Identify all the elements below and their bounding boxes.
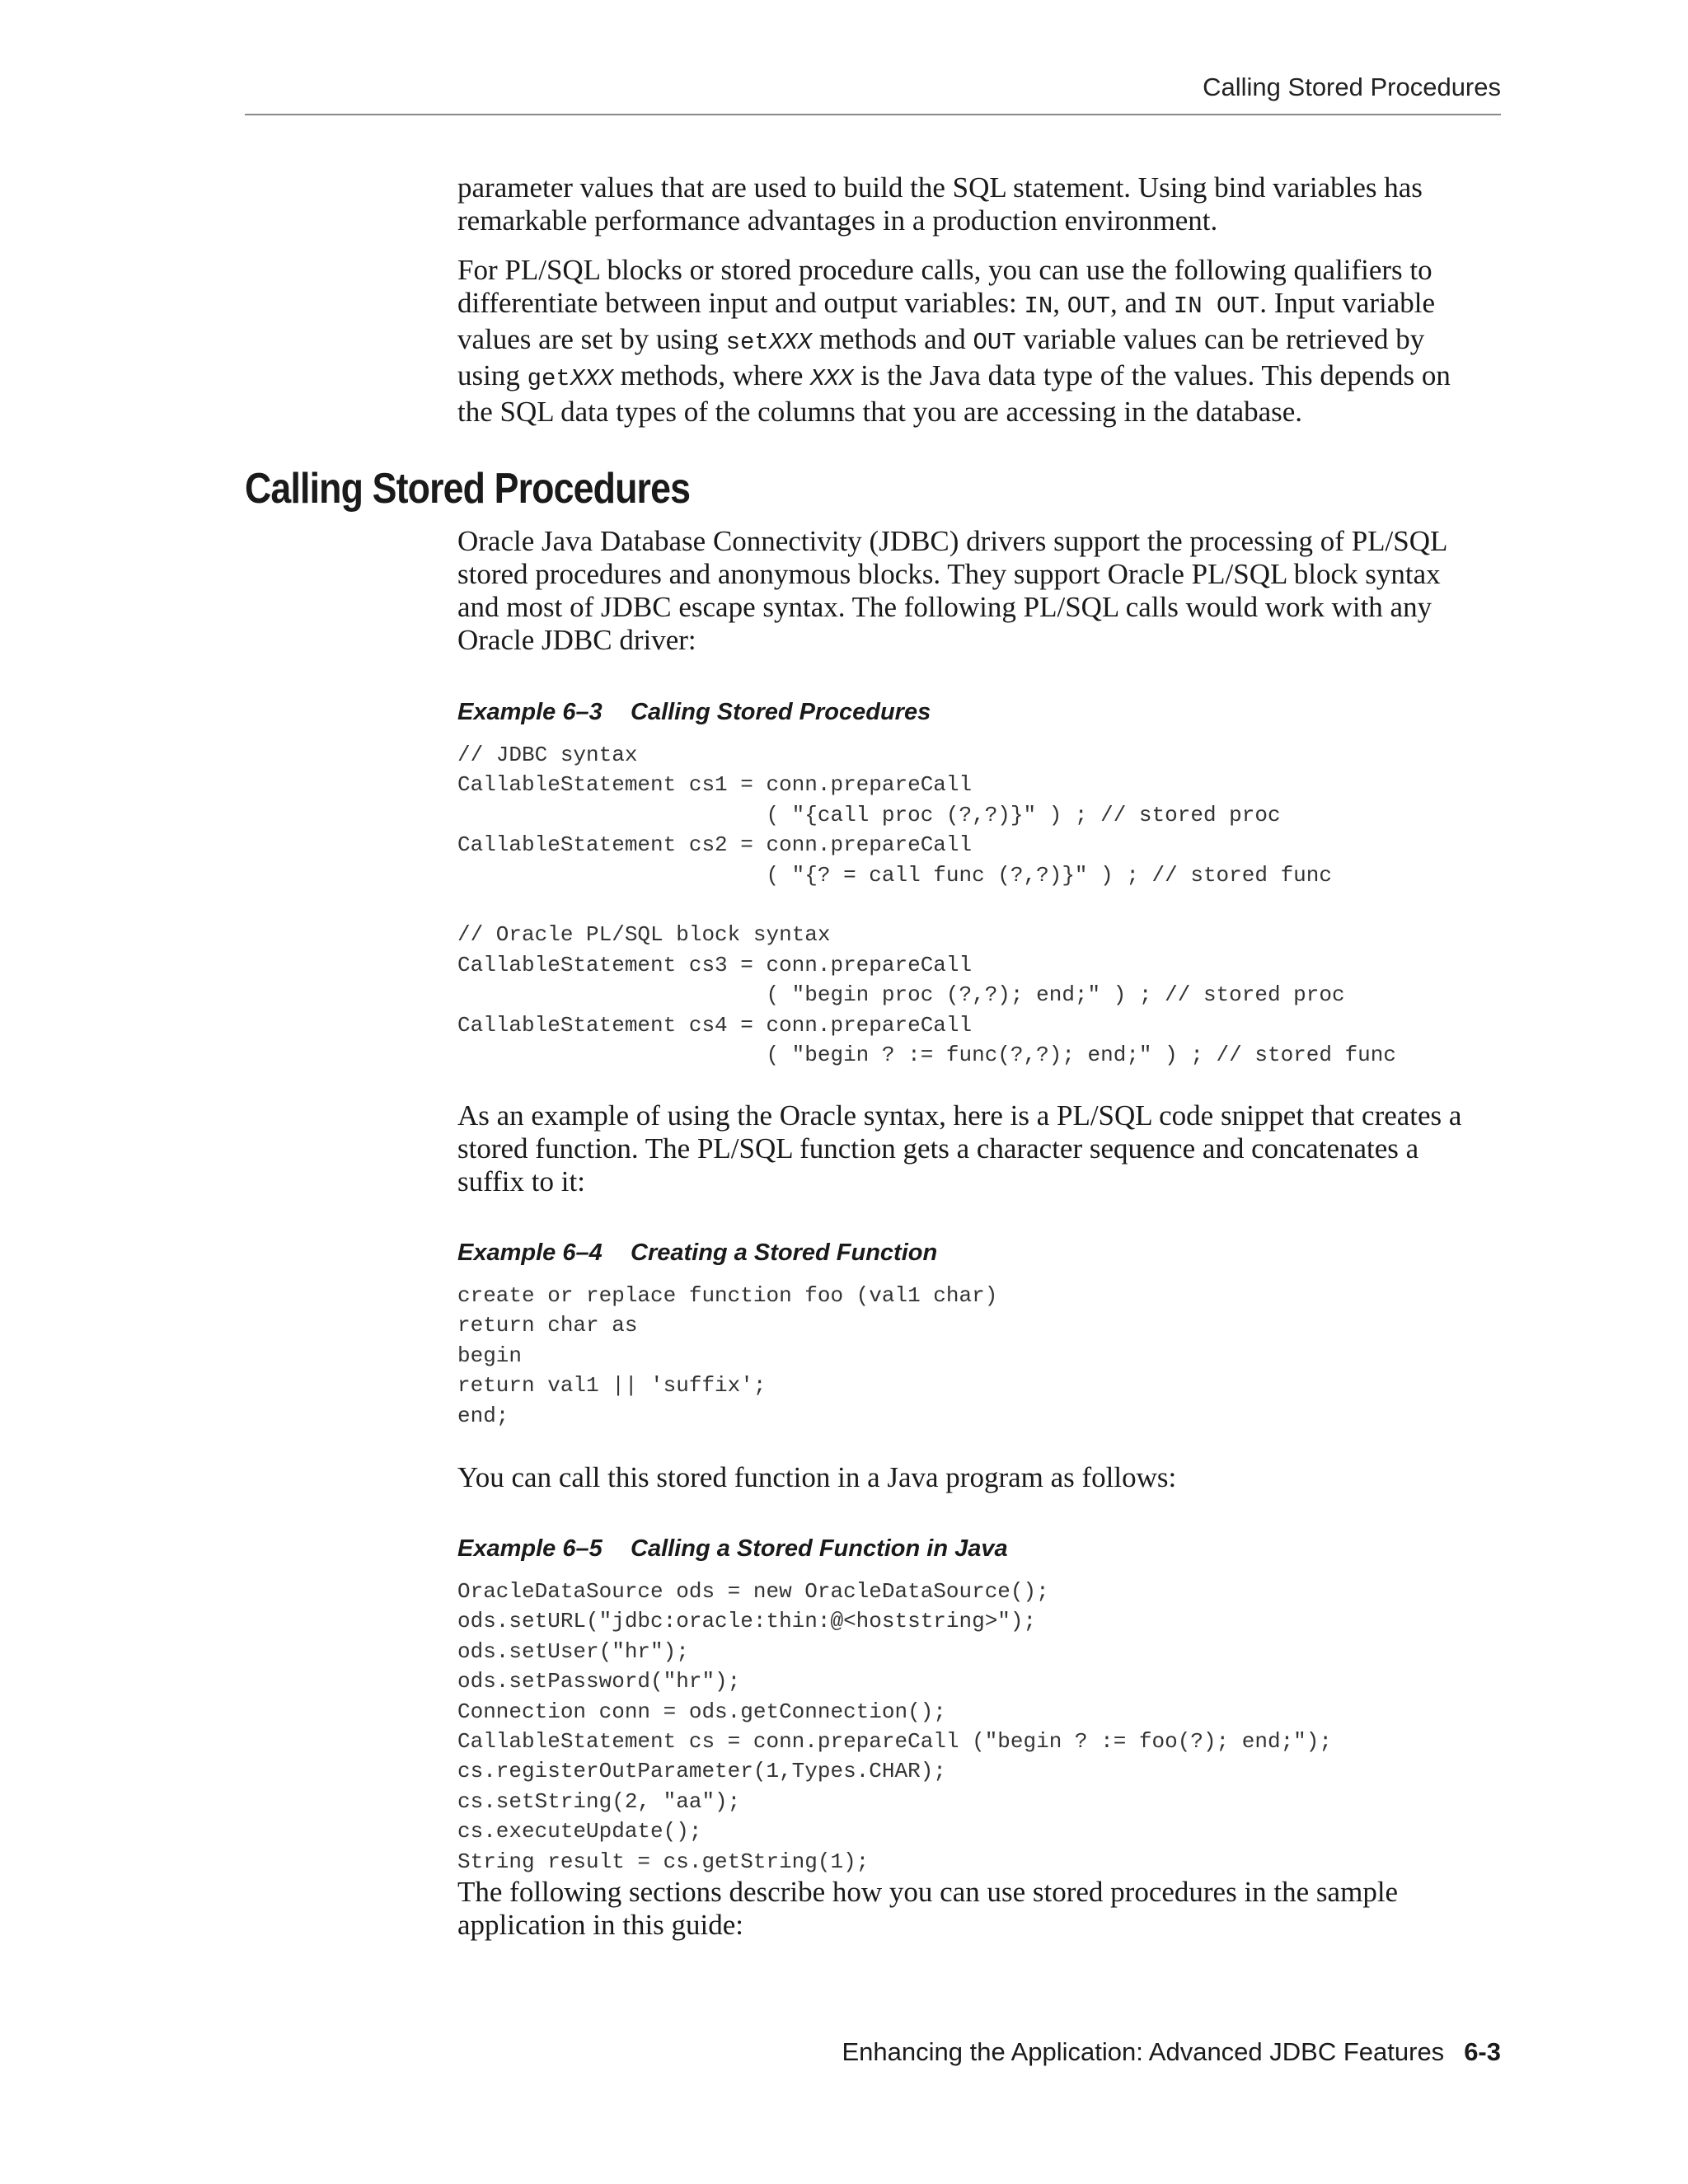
text-line (457, 359, 1504, 396)
code-block: OracleDataSource ods = new OracleDataSource(); ods.setURL("jdbc:oracle:thin:@<hoststring>"); ods.setUser("hr"); ods.setPassword("hr"); Connection conn = ods.getConnection(); CallableStatement cs = conn.prepareCall ("begin ? := foo(?); end;"); cs.registerOutParameter(1,Types.CHAR); cs.setString(2, "aa"); cs.executeUpdate(); String result = cs.getString(1); (457, 1579, 1332, 1874)
code-term: set (725, 329, 769, 356)
code-term: OUT (1067, 293, 1110, 320)
code-block: // JDBC syntax CallableStatement cs1 = conn.prepareCall ( "{call proc (?,?)}" ) ; // stored proc CallableStatement cs2 = conn.prepareCall ( "{? = call func (?,?)}" ) ; // stored func // Oracle PL/SQL block syntax CallableStatement cs3 = conn.prepareCall ( "begin proc (?,?); end;" ) ; // stored proc CallableStatement cs4 = conn.prepareCall ( "begin ? := func(?,?); end;" ) ; // stored func (457, 743, 1396, 1068)
text-run: using (457, 359, 528, 391)
text-run: . Input variable (1259, 287, 1436, 319)
header-rule (245, 114, 1501, 115)
following-sections-paragraph (457, 1876, 1504, 1942)
text-run: variable values can be retrieved by (1015, 323, 1425, 355)
code-term: XXX (768, 329, 813, 356)
oracle-syntax-paragraph (457, 1099, 1504, 1198)
intro-paragraph-2 (457, 254, 1504, 429)
text-line: suffix to it: (457, 1165, 585, 1197)
code-term: IN (1024, 293, 1053, 320)
text-line: the SQL data types of the columns that you are accessing in the database. (457, 396, 1303, 428)
text-line: application in this guide: (457, 1909, 744, 1941)
text-line: stored function. The PL/SQL function gets a character sequence and concatenates a (457, 1132, 1419, 1165)
example-title: Calling a Stored Function in Java (631, 1535, 1008, 1562)
running-header: Calling Stored Procedures (1203, 73, 1501, 101)
code-term: XXX (570, 365, 614, 392)
text-run: is the Java data type of the values. This depends on (853, 359, 1451, 391)
text-line (457, 323, 1504, 359)
example-number: Example 6–4 (457, 1240, 603, 1266)
section-heading: Calling Stored Procedures (245, 465, 691, 513)
text-run: methods and (812, 323, 973, 355)
page-footer (842, 2037, 1502, 2067)
text-line: Oracle JDBC driver: (457, 624, 696, 656)
code-block: create or replace function foo (val1 char) return char as begin return val1 || 'suffix'; end; (457, 1283, 998, 1428)
text-run: values are set by using (457, 323, 726, 355)
example-number: Example 6–3 (457, 699, 603, 725)
text-line: remarkable performance advantages in a production environment. (457, 204, 1218, 237)
example-title: Calling Stored Procedures (631, 699, 931, 725)
code-term: OUT (973, 329, 1016, 356)
text-line: parameter values that are used to build the SQL statement. Using bind variables has (457, 171, 1423, 204)
example-title: Creating a Stored Function (631, 1240, 938, 1266)
call-function-paragraph (457, 1461, 1504, 1494)
text-run: methods, where (613, 359, 811, 391)
text-line: and most of JDBC escape syntax. The following PL/SQL calls would work with any (457, 591, 1432, 623)
example-number: Example 6–5 (457, 1535, 603, 1562)
section-paragraph (457, 525, 1504, 657)
example-caption (457, 699, 931, 726)
code-term: XXX (810, 365, 854, 392)
text-line (457, 287, 1504, 323)
text-line: You can call this stored function in a Java program as follows: (457, 1461, 1177, 1493)
text-line: Oracle Java Database Connectivity (JDBC) drivers support the processing of PL/SQL (457, 525, 1448, 557)
text-line: stored procedures and anonymous blocks. They support Oracle PL/SQL block syntax (457, 558, 1441, 590)
text-line: The following sections describe how you can use stored procedures in the sample (457, 1876, 1399, 1908)
example-caption (457, 1240, 937, 1267)
example-caption (457, 1535, 1008, 1563)
code-term: get (527, 365, 570, 392)
page-number: 6-3 (1464, 2037, 1501, 2066)
footer-text: Enhancing the Application: Advanced JDBC Features (842, 2037, 1445, 2066)
text-line: As an example of using the Oracle syntax, here is a PL/SQL code snippet that creates a (457, 1099, 1462, 1132)
intro-paragraph-1 (457, 171, 1504, 237)
text-run: , (1053, 287, 1067, 319)
text-line: For PL/SQL blocks or stored procedure calls, you can use the following qualifiers to (457, 254, 1432, 286)
text-run: , and (1110, 287, 1174, 319)
code-term: IN OUT (1173, 293, 1260, 320)
text-run: differentiate between input and output variables: (457, 287, 1025, 319)
